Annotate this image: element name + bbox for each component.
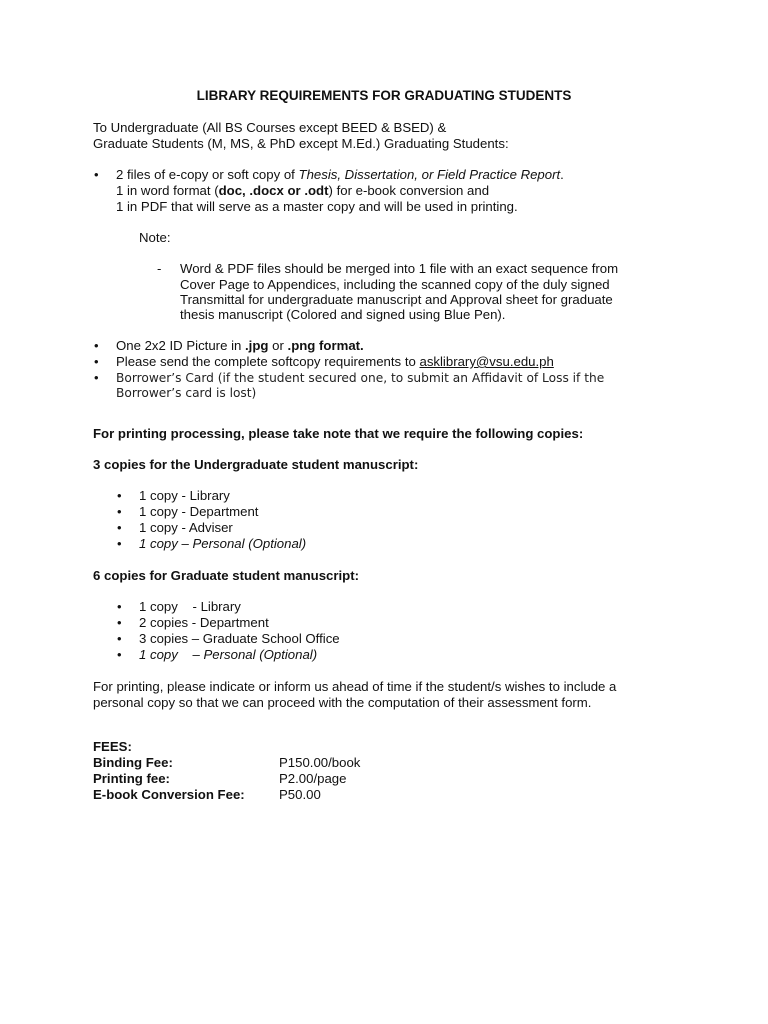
bullet-icon: • xyxy=(117,520,122,535)
undergrad-item-personal: 1 copy – Personal (Optional) xyxy=(139,536,307,551)
undergrad-heading: 3 copies for the Undergraduate student manuscript: xyxy=(93,457,419,472)
fee-binding-value: P150.00/book xyxy=(279,755,361,770)
note-line-3: Transmittal for undergraduate manuscript and Approval sheet for graduate xyxy=(180,292,613,307)
undergrad-item-department: 1 copy - Department xyxy=(139,504,259,519)
bullet-icon: • xyxy=(117,599,122,614)
word-format-extensions: doc, .docx or .odt xyxy=(218,183,329,198)
fee-ebook-label: E-book Conversion Fee: xyxy=(93,787,245,802)
fee-binding-label: Binding Fee: xyxy=(93,755,173,770)
note-line-4: thesis manuscript (Colored and signed using Blue Pen). xyxy=(180,307,506,322)
printing-note-line-1: For printing, please indicate or inform us ahead of time if the student/s wishes to include a xyxy=(93,679,617,694)
id-picture-png: .png format. xyxy=(287,338,364,353)
requirement-id-picture xyxy=(116,338,364,354)
grad-heading: 6 copies for Graduate student manuscript: xyxy=(93,568,359,583)
printing-note-line-2: personal copy so that we can proceed with the computation of their assessment form. xyxy=(93,695,592,710)
fee-ebook-value: P50.00 xyxy=(279,787,321,802)
id-picture-or: or xyxy=(268,338,288,353)
word-format-suffix: ) for e-book conversion and xyxy=(328,183,490,198)
printing-heading: For printing processing, please take note that we require the following copies: xyxy=(93,426,584,441)
word-format-prefix: 1 in word format ( xyxy=(116,183,219,198)
requirement-borrowers-card-line-2: Borrower’s card is lost) xyxy=(116,386,257,400)
bullet-icon: • xyxy=(117,615,122,630)
note-dash: - xyxy=(157,261,162,276)
requirement-ecopy xyxy=(116,167,564,183)
note-line-1: Word & PDF files should be merged into 1 file with an exact sequence from xyxy=(180,261,619,276)
bullet-icon: • xyxy=(94,370,99,385)
grad-item-library: 1 copy - Library xyxy=(139,599,241,614)
send-softcopy-prefix: Please send the complete softcopy requirements to xyxy=(116,354,420,369)
grad-item-graduate-school: 3 copies – Graduate School Office xyxy=(139,631,340,646)
bullet-icon: • xyxy=(117,647,122,662)
intro-line-2: Graduate Students (M, MS, & PhD except M.Ed.) Graduating Students: xyxy=(93,136,509,151)
requirement-borrowers-card-line-1: Borrower’s Card (if the student secured one, to submit an Affidavit of Loss if the xyxy=(116,371,605,385)
requirement-send-softcopy xyxy=(116,354,554,370)
intro-line-1: To Undergraduate (All BS Courses except BEED & BSED) & xyxy=(93,120,447,135)
bullet-icon: • xyxy=(94,167,99,182)
undergrad-item-library: 1 copy - Library xyxy=(139,488,230,503)
document-title: LIBRARY REQUIREMENTS FOR GRADUATING STUDENTS xyxy=(196,88,572,103)
fee-printing-label: Printing fee: xyxy=(93,771,170,786)
bullet-icon: • xyxy=(117,536,122,551)
bullet-icon: • xyxy=(94,354,99,369)
requirement-ecopy-pdf: 1 in PDF that will serve as a master copy and will be used in printing. xyxy=(116,199,518,214)
fee-printing-value: P2.00/page xyxy=(279,771,347,786)
fees-heading: FEES: xyxy=(93,739,132,754)
note-line-2: Cover Page to Appendices, including the scanned copy of the duly signed xyxy=(180,277,610,292)
requirement-ecopy-word xyxy=(116,183,489,199)
requirement-ecopy-prefix: 2 files of e-copy or soft copy of xyxy=(116,167,299,182)
id-picture-prefix: One 2x2 ID Picture in xyxy=(116,338,246,353)
note-label: Note: xyxy=(139,230,171,245)
bullet-icon: • xyxy=(117,488,122,503)
bullet-icon: • xyxy=(94,338,99,353)
bullet-icon: • xyxy=(117,504,122,519)
email-link[interactable]: asklibrary@vsu.edu.ph xyxy=(419,354,554,369)
id-picture-jpg: .jpg xyxy=(245,338,269,353)
grad-item-personal: 1 copy – Personal (Optional) xyxy=(139,647,318,662)
bullet-icon: • xyxy=(117,631,122,646)
requirement-ecopy-suffix: . xyxy=(560,167,564,182)
requirement-ecopy-italic: Thesis, Dissertation, or Field Practice Report xyxy=(298,167,561,182)
undergrad-item-adviser: 1 copy - Adviser xyxy=(139,520,233,535)
grad-item-department: 2 copies - Department xyxy=(139,615,269,630)
